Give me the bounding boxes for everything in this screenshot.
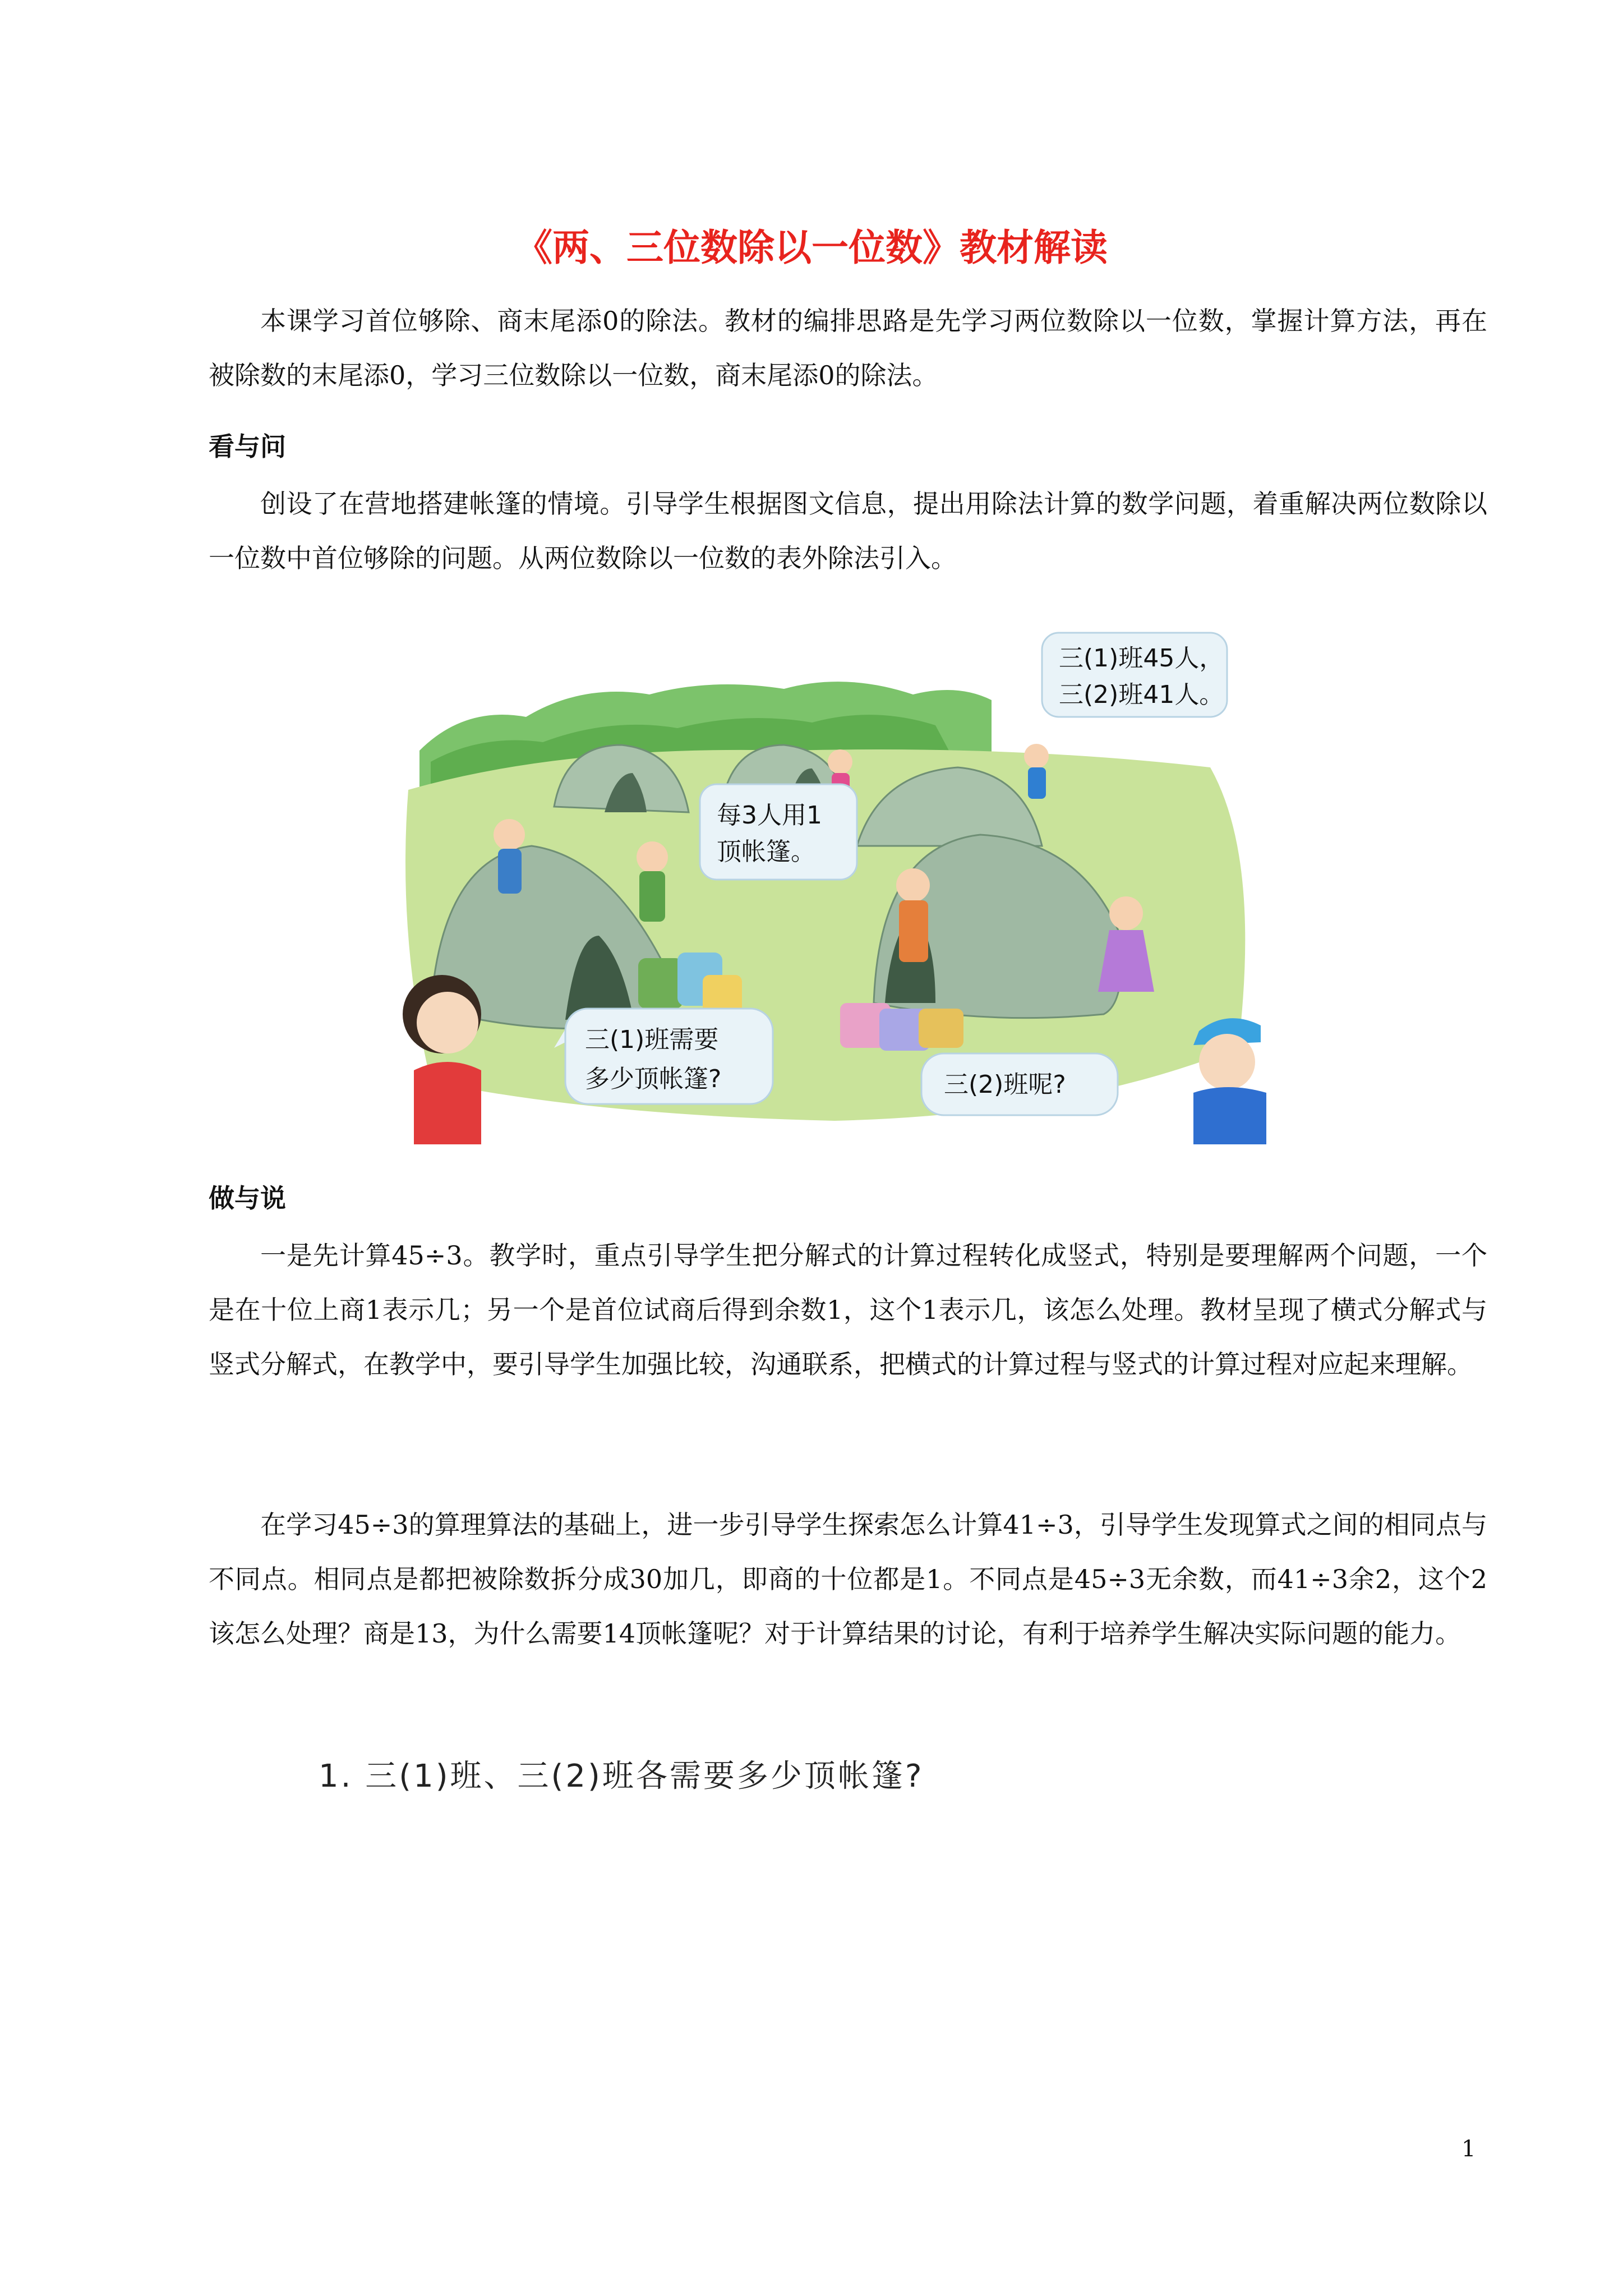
bubble-tent-rule: [700, 784, 857, 880]
camping-illustration: [397, 622, 1272, 1144]
bubble-class-line2: 三(2)班41人。: [1059, 680, 1224, 709]
backpacks-right: [840, 1003, 963, 1051]
bubble-boy-question: [921, 1053, 1118, 1115]
intro-paragraph: 本课学习首位够除、商末尾添0的除法。教材的编排思路是先学习两位数除以一位数，掌握计算方法，再在被除数的末尾添0，学习三位数除以一位数，商末尾添0的除法。: [209, 306, 1487, 390]
bubble-girl-line1: 三(1)班需要: [585, 1025, 719, 1054]
bubble-boy-text: 三(2)班呢?: [944, 1070, 1066, 1099]
bubble-girl-question: [554, 1009, 773, 1104]
boy-character: [1193, 1018, 1266, 1144]
page-number: 1: [1461, 2136, 1476, 2162]
bubble-class-sizes: [1042, 633, 1227, 717]
bubble-rule-line2: 顶帐篷。: [717, 838, 815, 866]
bubble-rule-line1: 每3人用1: [717, 801, 822, 830]
exercise-question: 1. 三(1)班、三(2)班各需要多少顶帐篷?: [319, 1758, 924, 1795]
bubble-class-line1: 三(1)班45人，: [1059, 644, 1224, 673]
section-do-say-para2: 在学习45÷3的算理算法的基础上，进一步引导学生探索怎么计算41÷3，引导学生发现算式之间的相同点与不同点。相同点是都把被除数拆分成30加几，即商的十位都是1。不同点是45÷3无余数，而41÷3余2，这个2该怎么处理？商是13，为什么需要14顶帐篷呢？对于计算结果的讨论，有利于培养学生解决实际问题的能力。: [209, 1510, 1487, 1649]
page-title: 《两、三位数除以一位数》教材解读: [515, 226, 1108, 269]
section-heading-do-say: 做与说: [209, 1183, 286, 1213]
section-look-ask-text: 创设了在营地搭建帐篷的情境。引导学生根据图文信息，提出用除法计算的数学问题，着重解决两位数除以一位数中首位够除的问题。从两位数除以一位数的表外除法引入。: [209, 489, 1487, 573]
section-do-say-para1: 一是先计算45÷3。教学时，重点引导学生把分解式的计算过程转化成竖式，特别是要理解两个问题，一个是在十位上商1表示几；另一个是首位试商后得到余数1，这个1表示几，该怎么处理。教材呈现了横式分解式与竖式分解式，在教学中，要引导学生加强比较，沟通联系，把横式的计算过程与竖式的计算过程对应起来理解。: [209, 1240, 1487, 1379]
bubble-girl-line2: 多少顶帐篷?: [585, 1065, 722, 1093]
section-heading-look-ask: 看与问: [209, 431, 286, 462]
